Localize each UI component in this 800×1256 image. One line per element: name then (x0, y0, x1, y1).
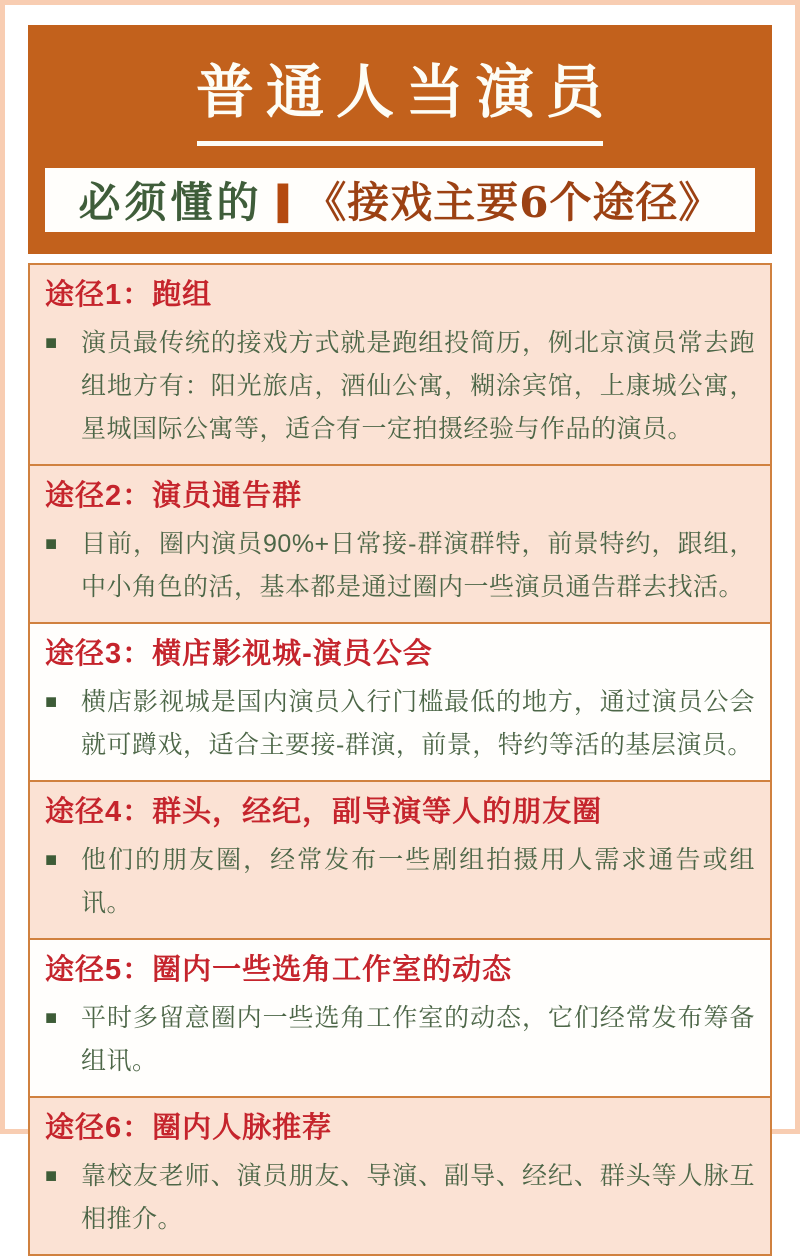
subtitle-separator-bar: | (270, 175, 295, 223)
section-body (45, 1155, 755, 1241)
title-underline (197, 141, 603, 146)
section-path-1 (30, 265, 770, 464)
bullet-square-icon: ■ (45, 848, 58, 871)
bullet-square-icon: ■ (45, 690, 58, 713)
section-body-text: 横店影视城是国内演员入行门槛最低的地方，通过演员公会就可蹲戏，适合主要接-群演，前景，特约等活的基层演员。 (81, 687, 755, 759)
subtitle-left: 必须懂的 (78, 177, 263, 227)
section-body (45, 322, 755, 451)
section-body-text: 靠校友老师、演员朋友、导演、副导、经纪、群头等人脉互相推介。 (81, 1161, 755, 1233)
sections-container (28, 263, 772, 1256)
subtitle-strip (45, 168, 755, 232)
section-body (45, 997, 755, 1083)
section-body (45, 839, 755, 925)
section-body-text: 演员最传统的接戏方式就是跑组投简历，例北京演员常去跑组地方有：阳光旅店，酒仙公寓，糊涂宾馆，上康城公寓，星城国际公寓等，适合有一定拍摄经验与作品的演员。 (81, 328, 755, 443)
section-body-text: 目前，圈内演员90%+日常接-群演群特，前景特约，跟组，中小角色的活，基本都是通过圈内一些演员通告群去找活。 (81, 529, 755, 601)
section-title: 途径4：群头，经纪，副导演等人的朋友圈 (45, 795, 603, 828)
section-body (45, 523, 755, 609)
section-path-6 (30, 1096, 770, 1254)
section-body-text: 平时多留意圈内一些选角工作室的动态，它们经常发布筹备组讯。 (81, 1003, 755, 1075)
page-title: 普通人当演员 (195, 58, 616, 126)
header-banner (28, 25, 772, 254)
bullet-square-icon: ■ (45, 1164, 58, 1187)
section-path-3 (30, 622, 770, 780)
bullet-square-icon: ■ (45, 331, 58, 354)
section-title: 途径5：圈内一些选角工作室的动态 (45, 953, 513, 986)
section-path-4 (30, 780, 770, 938)
section-body-text: 他们的朋友圈，经常发布一些剧组拍摄用人需求通告或组讯。 (81, 845, 755, 917)
section-title: 途径6：圈内人脉推荐 (45, 1111, 333, 1144)
section-body (45, 681, 755, 767)
section-title: 途径1：跑组 (45, 278, 213, 311)
section-path-5 (30, 938, 770, 1096)
subtitle-right: 《接戏主要6个途径》 (304, 177, 722, 227)
section-title: 途径3：横店影视城-演员公会 (45, 637, 433, 670)
bullet-square-icon: ■ (45, 1006, 58, 1029)
section-path-2 (30, 464, 770, 622)
bullet-square-icon: ■ (45, 532, 58, 555)
section-title: 途径2：演员通告群 (45, 479, 303, 512)
